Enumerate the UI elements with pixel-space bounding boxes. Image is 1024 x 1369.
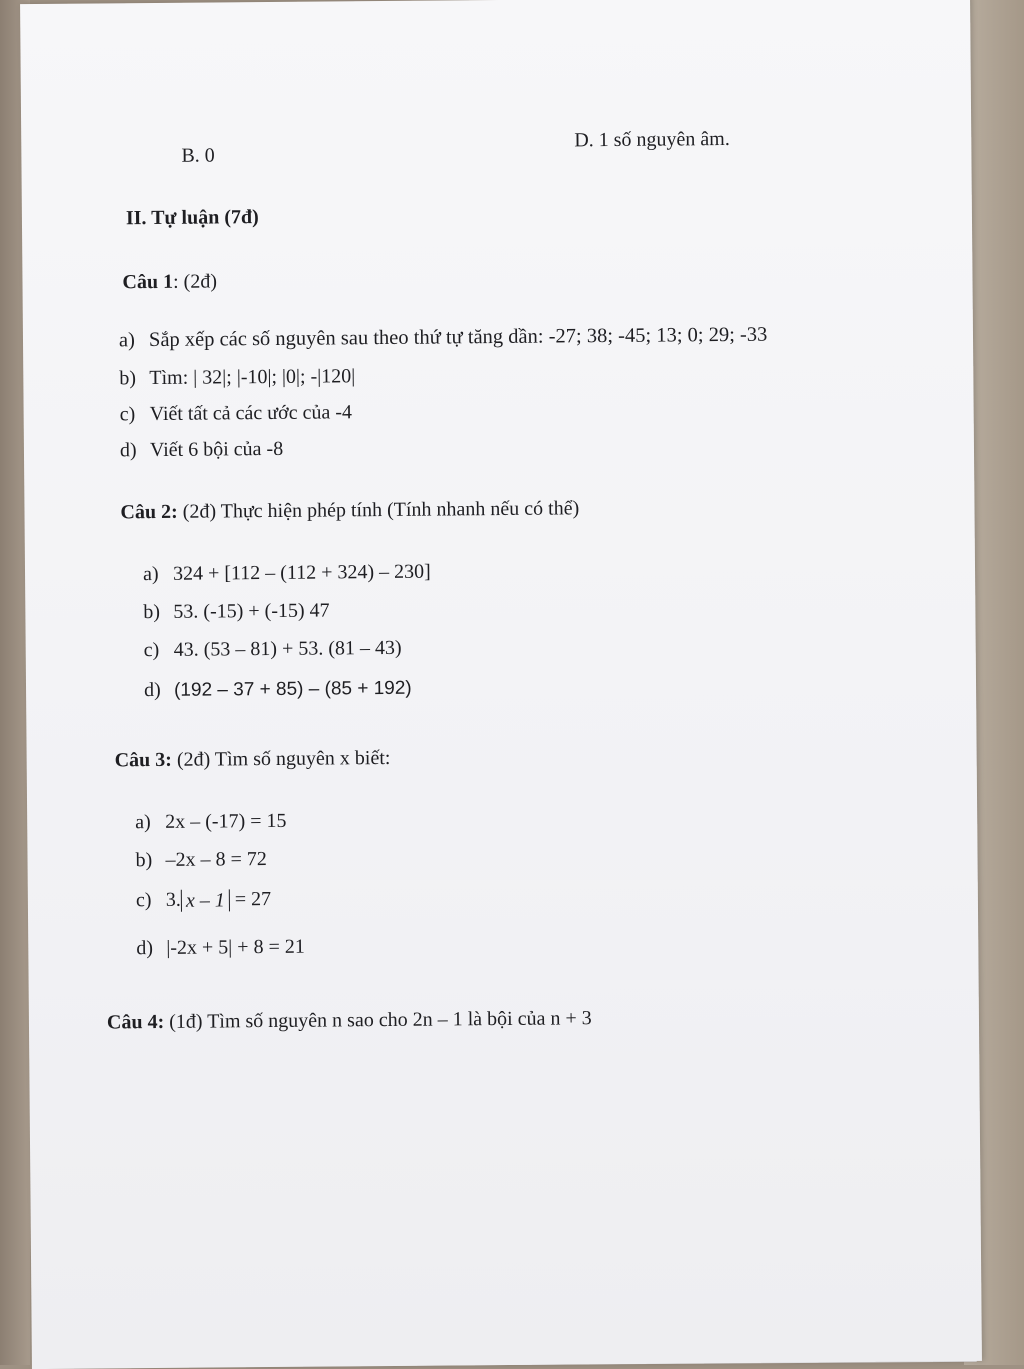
exam-paper-sheet: [20, 0, 982, 1369]
q2-text: (2đ) Thực hiện phép tính (Tính nhanh nếu có thể): [177, 497, 580, 523]
q2-item-text: (192 – 37 + 85) – (85 + 192): [173, 677, 412, 701]
q3-item-c: [136, 888, 271, 913]
q1-item-text: Tìm: | 32|; |-10|; |0|; -|120|: [149, 365, 356, 390]
q1-item-text: Viết 6 bội của -8: [149, 437, 284, 462]
q4-text: (1đ) Tìm số nguyên n sao cho 2n – 1 là bội của n + 3: [164, 1007, 592, 1033]
q3-item-text: |-2x + 5| + 8 = 21: [166, 935, 305, 959]
q2-item-label: a): [142, 562, 159, 586]
mc-option-d: D. 1 số nguyên âm.: [574, 127, 730, 152]
q1-label: Câu 1: [122, 270, 174, 294]
q3-item-text: 2x – (-17) = 15: [165, 809, 287, 833]
q1-item-label: b): [119, 367, 137, 390]
q1-heading: [122, 270, 217, 294]
q3-text: (2đ) Tìm số nguyên x biết:: [171, 746, 391, 771]
mc-option-b: B. 0: [181, 144, 215, 167]
q4-label: Câu 4:: [106, 1010, 165, 1034]
q2-item-text: 43. (53 – 81) + 53. (81 – 43): [173, 636, 402, 661]
q2-item-a: [143, 561, 431, 587]
q2-heading: [120, 497, 579, 524]
q1-item-label: a): [118, 329, 136, 352]
section-title: II. Tự luận (7đ): [125, 206, 259, 230]
q2-item-d: [144, 677, 412, 702]
q1-item-b: [119, 365, 355, 390]
q3-item-b: [135, 848, 266, 872]
q3-heading: [115, 747, 391, 772]
q3-item-label: d): [136, 937, 154, 960]
q2-item-label: b): [143, 600, 161, 624]
q3-item-label: b): [135, 849, 153, 872]
q3-item-text: –2x – 8 = 72: [165, 848, 267, 871]
q3-item-prefix: 3.: [165, 888, 181, 911]
q2-item-label: d): [143, 678, 161, 702]
q3-item-label: a): [135, 811, 151, 834]
q3-item-label: c): [135, 889, 152, 912]
q2-label: Câu 2:: [120, 500, 178, 524]
q3-label: Câu 3:: [114, 748, 172, 772]
q3-item-d: [136, 936, 305, 960]
q1-item-label: c): [119, 403, 136, 426]
q4-heading: [107, 1007, 592, 1034]
q2-item-text: 324 + [112 – (112 + 324) – 230]: [172, 560, 431, 585]
q2-item-b: [143, 599, 329, 624]
absolute-value-expression: [181, 890, 230, 912]
q2-item-label: c): [143, 638, 160, 662]
q1-item-text: Viết tất cả các ước của -4: [149, 401, 353, 426]
q3-item-abs: x – 1: [185, 889, 225, 913]
q1-item-d: [120, 438, 283, 462]
q3-item-a: [135, 810, 286, 834]
q1-item-label: d): [119, 439, 137, 462]
q1-item-text: Sắp xếp các số nguyên sau theo thứ tự tăng dần: -27; 38; -45; 13; 0; 29; -33: [148, 323, 768, 352]
q1-item-a: [119, 324, 768, 353]
q2-item-text: 53. (-15) + (-15) 47: [173, 599, 330, 623]
q1-points: : (2đ): [172, 270, 218, 293]
q2-item-c: [144, 637, 402, 662]
q1-item-c: [120, 401, 353, 426]
q3-item-suffix: = 27: [229, 888, 272, 911]
